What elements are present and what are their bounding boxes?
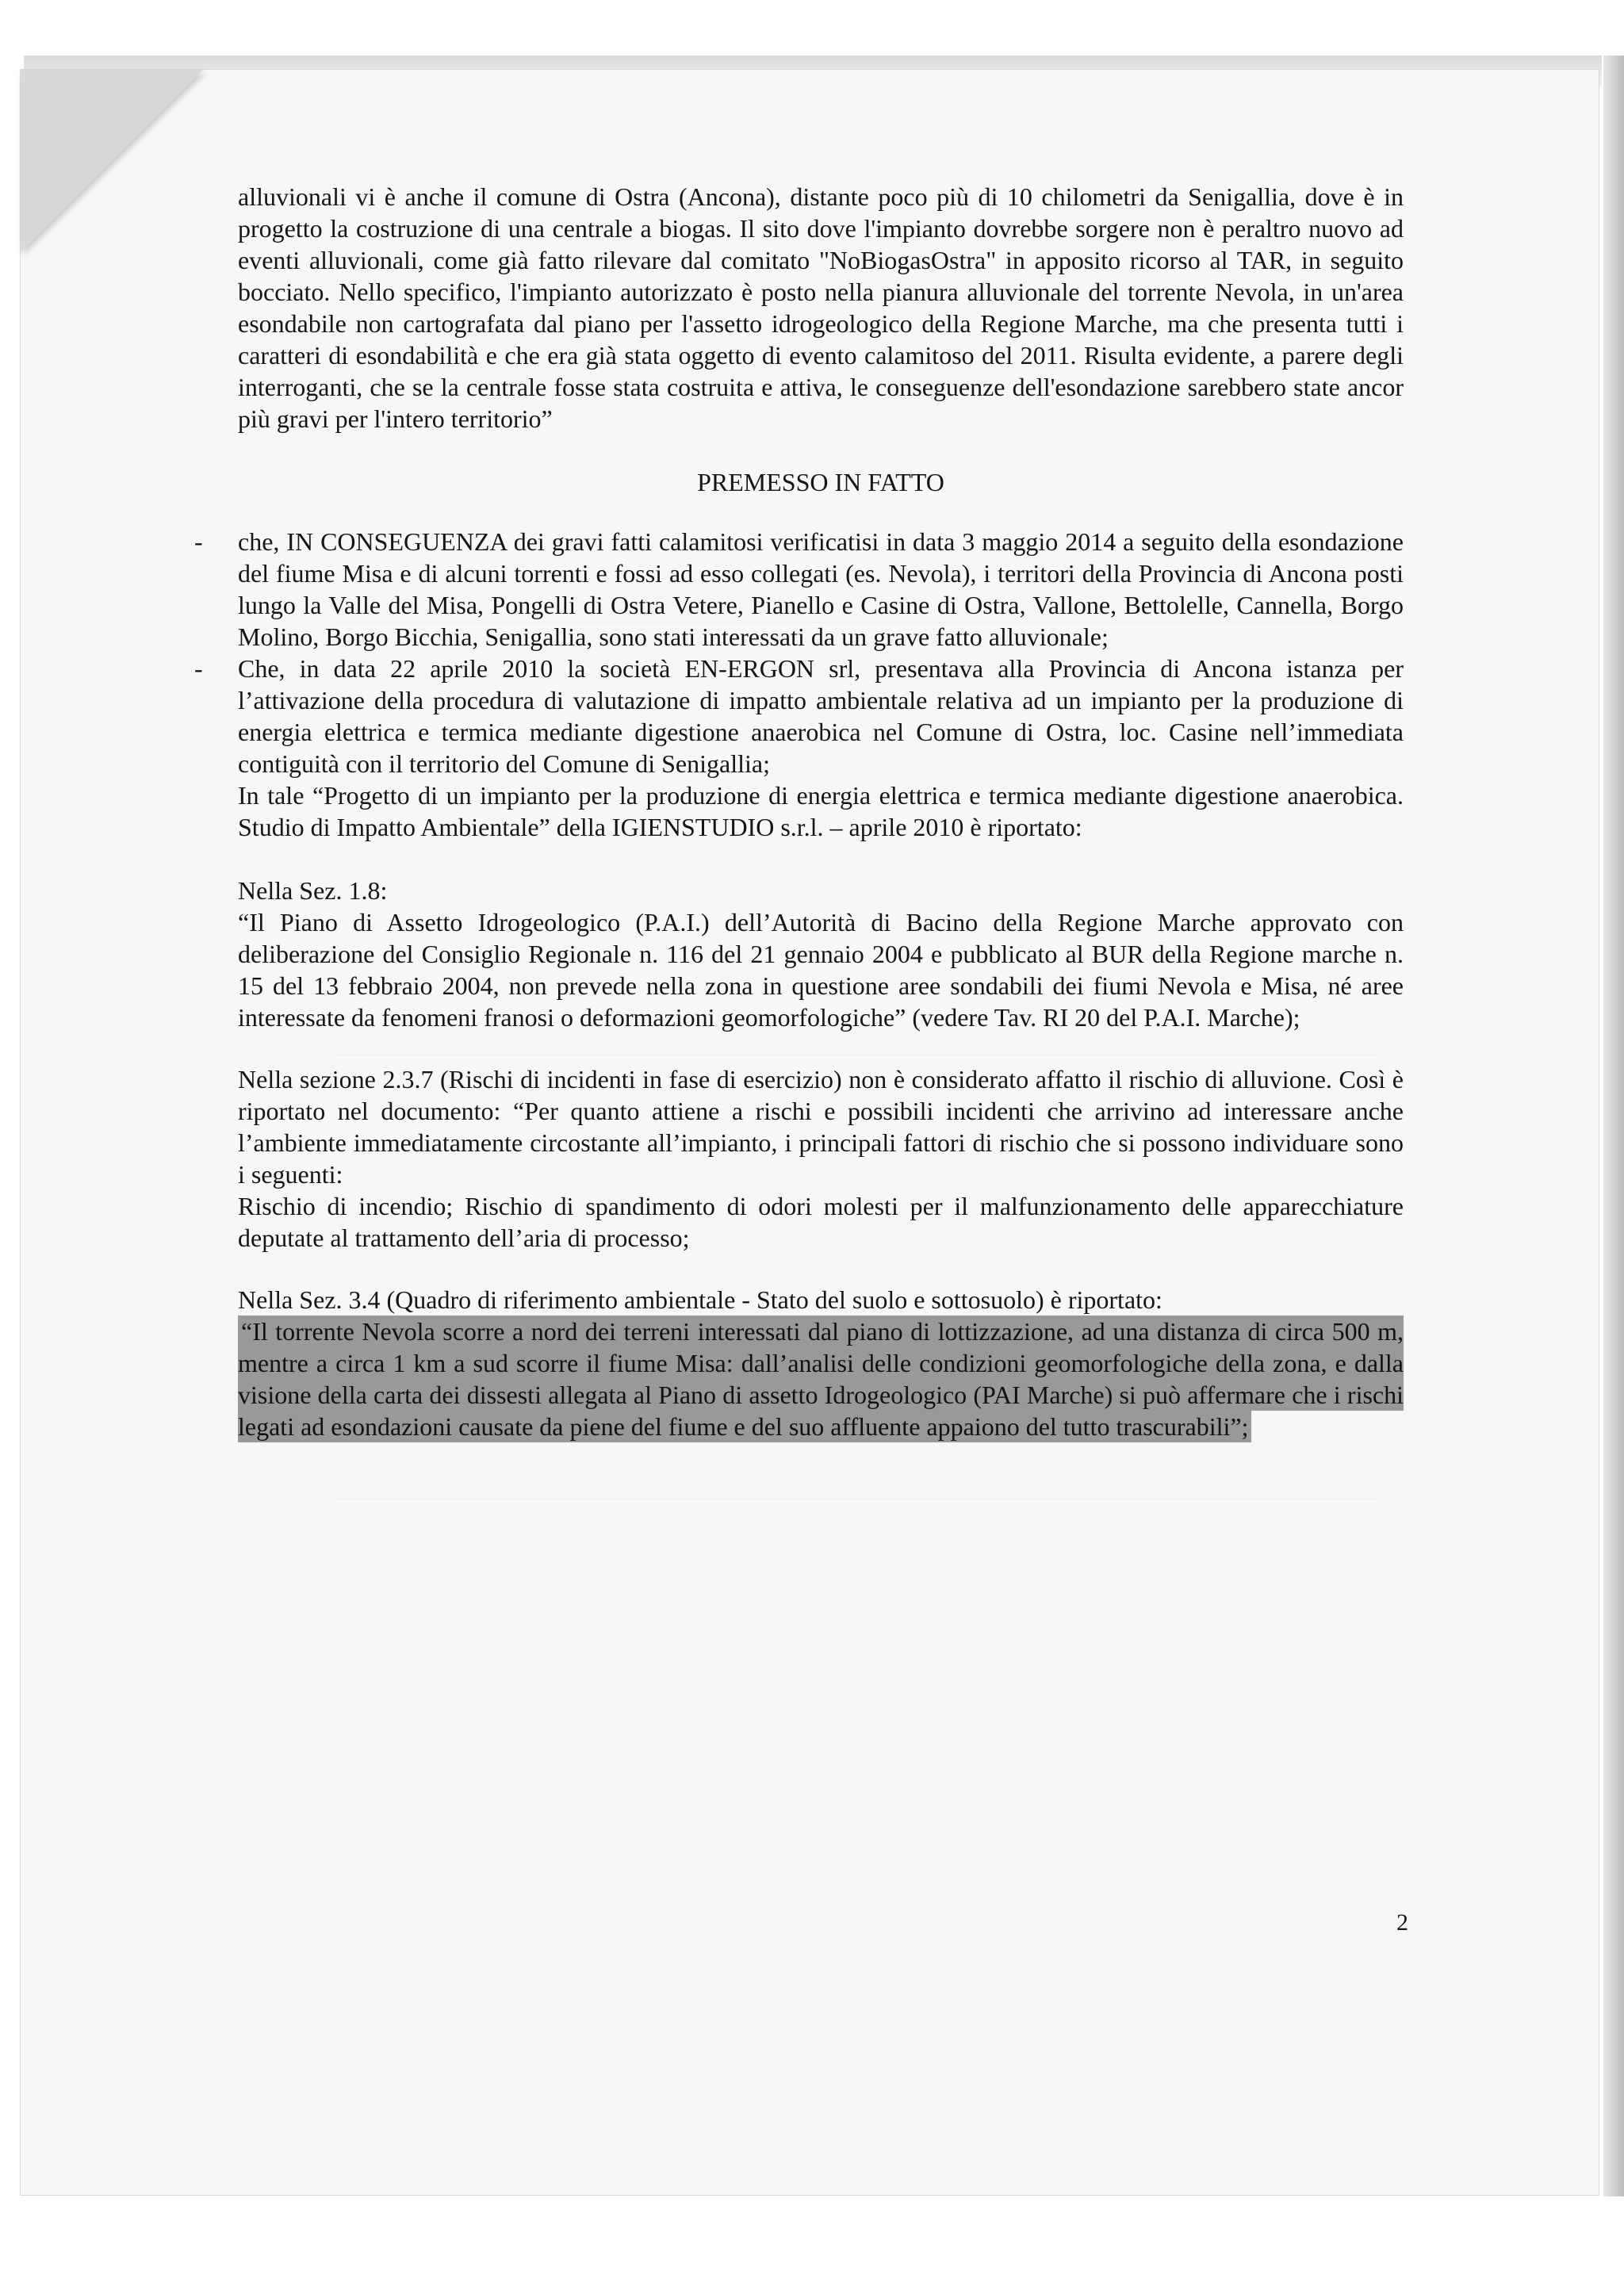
intro-paragraph: alluvionali vi è anche il comune di Ostra (Ancona), distante poco più di 10 chilometri da Senigallia, dove è in progetto la costruzione di una centrale a biogas. Il sito dove l'impianto dovrebbe sorgere non è peraltro nuovo ad eventi alluvionali, come già fatto rilevare dal comitato "NoBiogasOstra" in apposito ricorso al TAR, in seguito bocciato. Nello specifico, l'impianto autorizzato è posto nella pianura alluvionale del torrente Nevola, in un'area esondabile non cartografata dal piano per l'assetto idrogeologico della Regione Marche, ma che presenta tutti i caratteri di esondabilità e che era già stata oggetto di evento calamitoso del 2011. Risulta evidente, a parere degli interroganti, che se la centrale fosse stata costruita e attiva, le conseguenze dell'esondazione sarebbero state ancor più gravi per l'intero territorio” <box>238 182 1404 433</box>
list-item-1-text: che, IN CONSEGUENZA dei gravi fatti calamitosi verificatisi in data 3 maggio 2014 a seguito della esondazione del fiume Misa e di alcuni torrenti e fossi ad esso collegati (es. Nevola), i territori della Provincia di Ancona posti lungo la Valle del Misa, Pongelli di Ostra Vetere, Pianello e Casine di Ostra, Vallone, Bettolelle, Cannella, Borgo Molino, Borgo Bicchia, Senigallia, sono stati interessati da un grave fatto alluvionale; <box>238 527 1404 651</box>
bleed-through-mark <box>333 1055 1380 1079</box>
section-2-3-7-text: Nella sezione 2.3.7 (Rischi di incidenti in fase di esercizio) non è considerato affatto il rischio di alluvione. Così è riportato nel documento: “Per quanto attiene a rischi e possibili incidenti che arrivino ad interessare anche l’ambiente immediatamente circostante all’impianto, i principali fattori di rischio che si possono individuare sono i seguenti: <box>238 1065 1404 1189</box>
section-heading: PREMESSO IN FATTO <box>697 468 944 496</box>
section-3-4-intro: Nella Sez. 3.4 (Quadro di riferimento ambientale - Stato del suolo e sottosuolo) è riportato: <box>238 1285 1162 1314</box>
bleed-through-mark <box>333 1499 1380 1523</box>
section-1-8-label: Nella Sez. 1.8: <box>238 876 388 905</box>
bullet-dash-1: - <box>194 527 203 556</box>
paragraph-gap <box>238 1254 1404 1284</box>
list-item-2 <box>194 653 1404 1442</box>
bullet-dash-2: - <box>194 654 203 683</box>
document-text-area <box>194 181 1404 1442</box>
highlighted-quote <box>238 1316 1404 1442</box>
item-2-continuation: In tale “Progetto di un impianto per la produzione di energia elettrica e termica mediante digestione anaerobica. Studio di Impatto Ambientale” della IGIENSTUDIO s.r.l. – aprile 2010 è riportato: <box>238 781 1404 841</box>
bleed-through-mark <box>333 622 1348 647</box>
list-item-2-text: Che, in data 22 aprile 2010 la società EN-ERGON srl, presentava alla Provincia di Ancona istanza per l’attivazione della procedura di valutazione di impatto ambientale relativa ad un impianto per la produzione di energia elettrica e termica mediante digestione anaerobica nel Comune di Ostra, loc. Casine nell’immediata contiguità con il territorio del Comune di Senigallia; <box>238 654 1404 778</box>
list-item-2-body <box>238 653 1404 1442</box>
risk-list-text: Rischio di incendio; Rischio di spandimento di odori molesti per il malfunzionamento delle apparecchiature deputate al trattamento dell’aria di processo; <box>238 1192 1404 1252</box>
folded-corner <box>21 70 203 252</box>
highlighted-quote-text: “Il torrente Nevola scorre a nord dei terreni interessati dal piano di lottizzazione, ad una distanza di circa 500 m, mentre a circa 1 km a sud scorre il fiume Misa: dall’analisi delle condizioni geomorfologiche della zona, e dalla visione della carta dei dissesti allegata al Piano di assetto Idrogeologico (PAI Marche) si può affermare che i rischi legati ad esondazioni causate da piene del fiume e del suo affluente appaiono del tutto trascurabili”; <box>238 1317 1404 1441</box>
section-1-8-quote: “Il Piano di Assetto Idrogeologico (P.A.I.) dell’Autorità di Bacino della Regione Marche approvato con deliberazione del Consiglio Regionale n. 116 del 21 gennaio 2004 e pubblicato al BUR della Regione marche n. 15 del 13 febbraio 2004, non prevede nella zona in questione aree sondabili dei fiumi Nevola e Misa, né aree interessate da fenomeni franosi o deformazioni geomorfologiche” (vedere Tav. RI 20 del P.A.I. Marche); <box>238 908 1404 1032</box>
page-number: 2 <box>1396 1909 1408 1936</box>
paragraph-gap <box>238 843 1404 875</box>
scan-right-shadow <box>1603 56 1624 2196</box>
